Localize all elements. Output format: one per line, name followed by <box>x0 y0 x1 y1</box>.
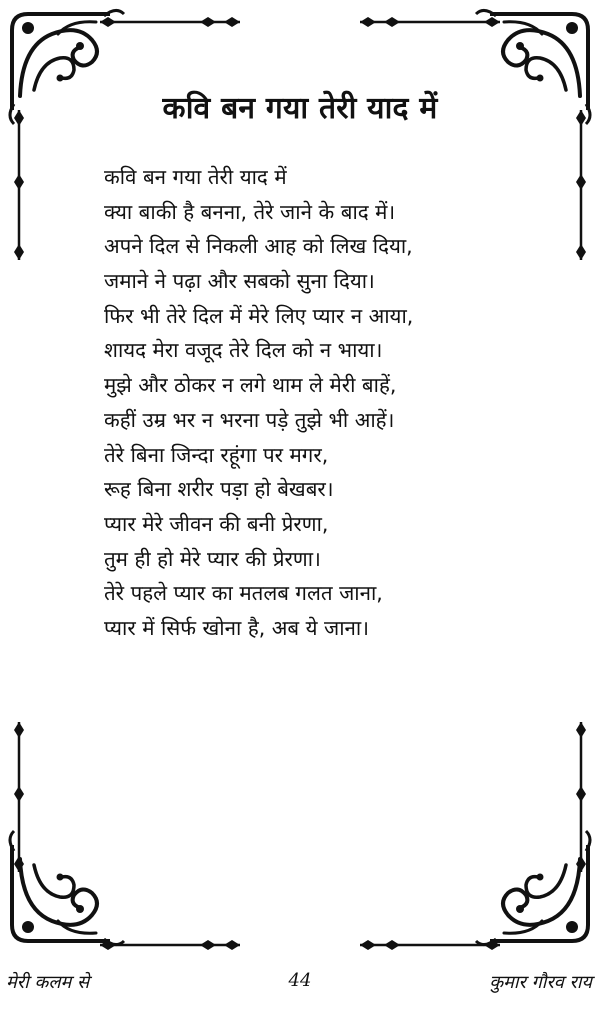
poem-line: रूह बिना शरीर पड़ा हो बेखबर। <box>104 477 334 502</box>
poem-line: कवि बन गया तेरी याद में <box>104 165 287 189</box>
page-number: 44 <box>288 970 312 991</box>
poem-line: अपने दिल से निकली आह को लिख दिया, <box>104 234 413 259</box>
poem-title: कवि बन गया तेरी याद में <box>162 91 438 126</box>
poem-line: जमाने ने पढ़ा और सबको सुना दिया। <box>104 269 375 294</box>
poem-line: प्यार मेरे जीवन की बनी प्रेरणा, <box>104 511 329 536</box>
poem-line: कहीं उम्र भर न भरना पड़े तुझे भी आहें। <box>104 407 395 432</box>
poem-line: मुझे और ठोकर न लगे थाम ले मेरी बाहें, <box>104 373 397 398</box>
footer-book-title: मेरी कलम से <box>6 972 90 993</box>
poem-line: क्या बाकी है बनना, तेरे जाने के बाद में। <box>104 199 396 224</box>
poem-line: प्यार में सिर्फ खोना है, अब ये जाना। <box>104 615 370 640</box>
poem-body <box>104 160 524 646</box>
poem-line: तेरे बिना जिन्दा रहूंगा पर मगर, <box>104 442 329 467</box>
poem-line: तेरे पहले प्यार का मतलब गलत जाना, <box>104 581 383 606</box>
poem-line: शायद मेरा वजूद तेरे दिल को न भाया। <box>104 338 383 363</box>
poem-line: तुम ही हो मेरे प्यार की प्रेरणा। <box>104 546 321 571</box>
footer-author: कुमार गौरव राय <box>489 972 592 993</box>
poem-line: फिर भी तेरे दिल में मेरे लिए प्यार न आया, <box>104 303 414 328</box>
